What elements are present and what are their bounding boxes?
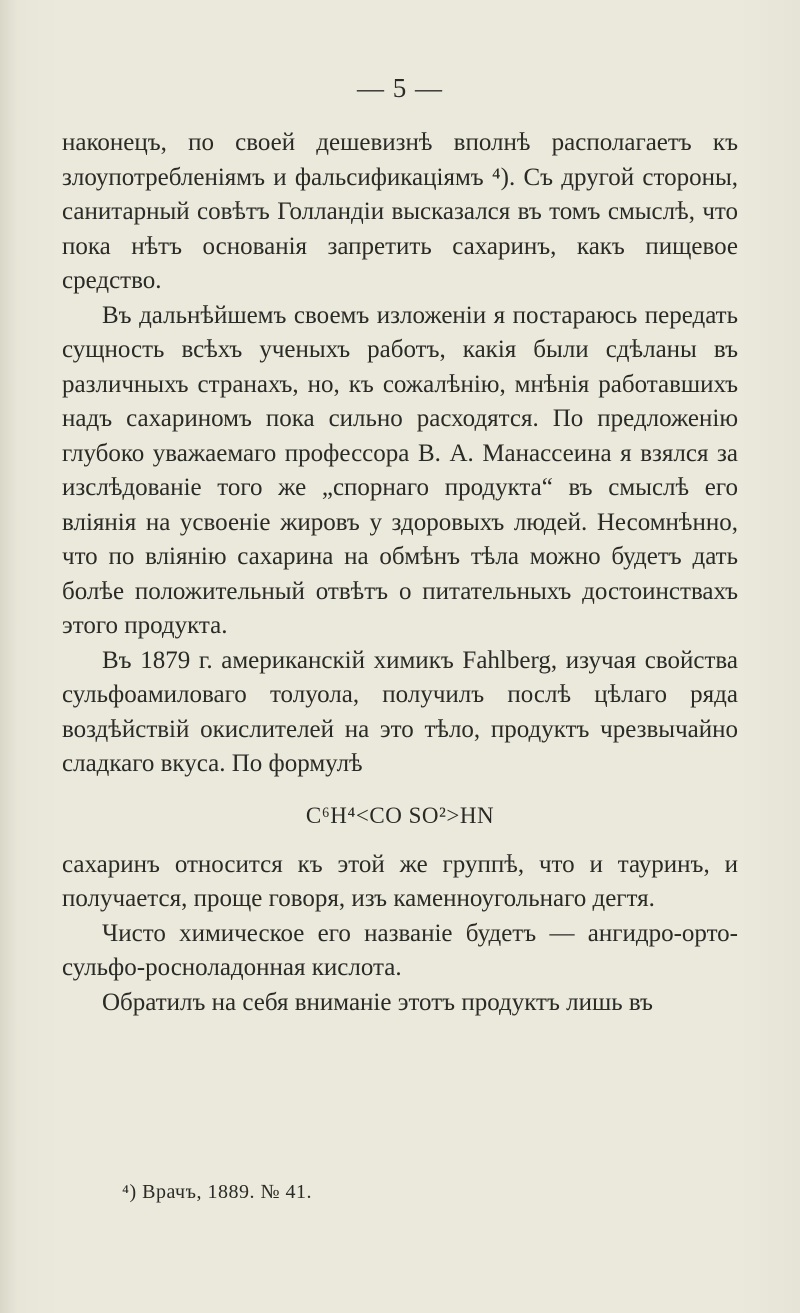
footnote: ⁴) Врачъ, 1889. № 41. (122, 1181, 313, 1203)
paragraph-6: Обратилъ на себя вниманіе этотъ продуктъ лишь въ (102, 988, 653, 1016)
chemical-formula: C⁶H⁴<CO SO²>HN (305, 802, 495, 828)
paragraph-4: сахаринъ относится къ этой же группѣ, что и тауринъ, и получается, проще говоря, изъ каменноугольнаго дегтя. (62, 850, 738, 912)
page-number: — 5 — (357, 73, 443, 103)
paragraph-3: Въ 1879 г. американскій химикъ Fahlberg, изучая свойства сульфоамиловаго толуола, получилъ послѣ цѣлаго ряда воздѣйствій окислителей на это тѣло, продуктъ чрезвычайно сладкаго вкуса. По формулѣ (62, 646, 738, 777)
paragraph-1: наконецъ, по своей дешевизнѣ вполнѣ располагаетъ къ злоупотребленіямъ и фальсификаціямъ ⁴). Съ другой стороны, санитарный совѣтъ Голландіи высказался въ томъ смыслѣ, что пока нѣтъ основанія запретить сахаринъ, какъ пищевое средство. (62, 129, 738, 294)
paragraph-2: Въ дальнѣйшемъ своемъ изложеніи я постараюсь передать сущность всѣхъ ученыхъ работъ, какія были сдѣланы въ различныхъ странахъ, но, къ сожалѣнію, мнѣнія работавшихъ надъ сахариномъ пока сильно расходятся. По предложенію глубоко уважаемаго профессора В. А. Манассеина я взялся за изслѣдованіе того же „спорнаго продукта“ въ смыслѣ его вліянія на усвоеніе жировъ у здоровыхъ людей. Несомнѣнно, что по вліянію сахарина на обмѣнъ тѣла можно будетъ дать болѣе положительный отвѣтъ о питательныхъ достоинствахъ этого продукта. (62, 301, 738, 639)
body-text (62, 126, 738, 1020)
paragraph-5: Чисто химическое его названіе будетъ — ангидро-орто-сульфо-росноладонная кислота. (62, 919, 738, 981)
